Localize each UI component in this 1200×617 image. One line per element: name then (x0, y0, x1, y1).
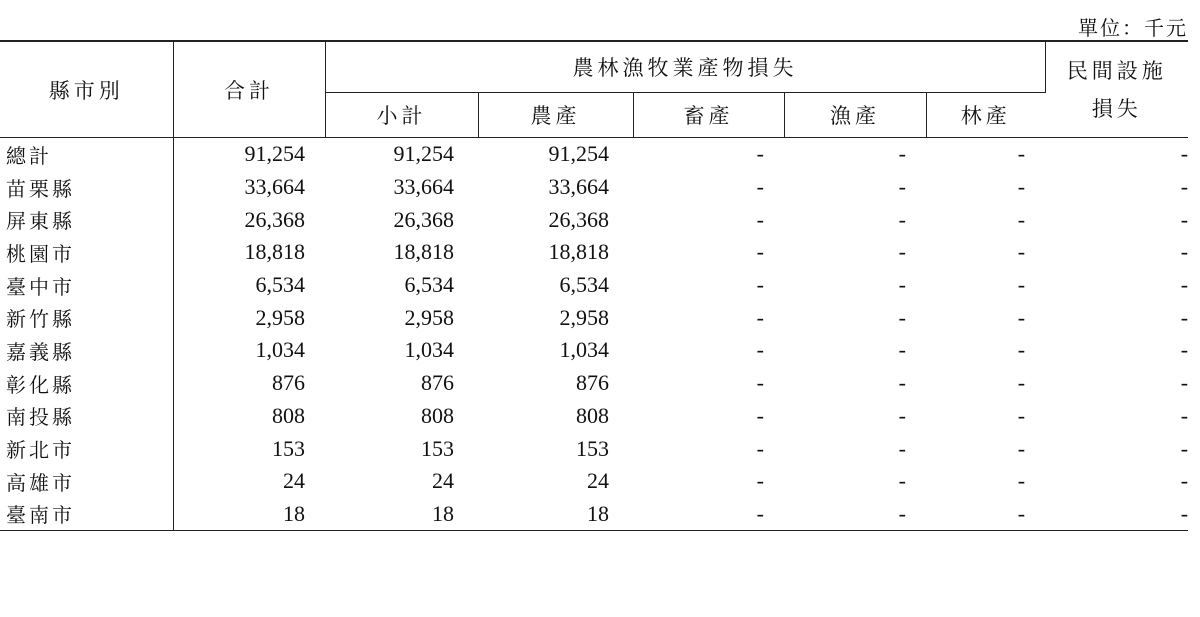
cell-private-loss: - (1180, 206, 1189, 232)
cell-total: 6,534 (255, 272, 305, 298)
cell-total: 24 (283, 468, 305, 494)
cell-fishery: - (898, 337, 906, 363)
table-row (0, 400, 1188, 433)
cell-forestry: - (1017, 337, 1026, 363)
cell-subtotal: 91,254 (393, 141, 454, 167)
cell-private-loss: - (1180, 435, 1189, 461)
cell-crops: 808 (576, 402, 609, 428)
cell-subtotal: 33,664 (393, 174, 454, 200)
header-total: 合計 (173, 41, 325, 138)
cell-livestock: - (756, 206, 764, 232)
header-private-loss (1045, 41, 1188, 138)
table-row (0, 138, 1188, 171)
table-row (0, 171, 1188, 204)
cell-county: 南投縣 (0, 400, 173, 433)
cell-forestry: - (1017, 174, 1026, 200)
table-row (0, 432, 1188, 465)
cell-crops: 91,254 (548, 141, 609, 167)
header-private-line1: 民間設施 (1066, 58, 1167, 83)
cell-crops: 6,534 (559, 272, 609, 298)
cell-county: 臺中市 (0, 269, 173, 302)
cell-fishery: - (784, 498, 926, 531)
cell-crops: 153 (576, 435, 609, 461)
cell-private-loss: - (1180, 402, 1189, 428)
cell-crops: 1,034 (559, 337, 609, 363)
cell-crops: 18 (478, 498, 633, 531)
cell-livestock: - (756, 304, 764, 330)
cell-subtotal: 18,818 (393, 239, 454, 265)
cell-fishery: - (898, 370, 906, 396)
cell-total: 1,034 (255, 337, 305, 363)
loss-table (0, 40, 1188, 531)
cell-forestry: - (1017, 239, 1026, 265)
cell-county: 嘉義縣 (0, 334, 173, 367)
cell-county: 屏東縣 (0, 203, 173, 236)
cell-crops: 33,664 (548, 174, 609, 200)
cell-total: 876 (272, 370, 305, 396)
cell-forestry: - (1017, 435, 1026, 461)
cell-forestry: - (1017, 468, 1026, 494)
cell-subtotal: 24 (432, 468, 454, 494)
header-forestry: 林產 (926, 93, 1045, 138)
cell-subtotal: 808 (421, 402, 454, 428)
cell-livestock: - (756, 141, 764, 167)
cell-private-loss: - (1180, 272, 1189, 298)
cell-crops: 26,368 (548, 206, 609, 232)
table-row (0, 498, 1188, 531)
cell-county: 桃園市 (0, 236, 173, 269)
cell-fishery: - (898, 141, 906, 167)
cell-fishery: - (898, 272, 906, 298)
cell-county: 苗栗縣 (0, 171, 173, 204)
cell-county: 彰化縣 (0, 367, 173, 400)
cell-private-loss: - (1180, 174, 1189, 200)
cell-forestry: - (926, 498, 1045, 531)
cell-fishery: - (898, 174, 906, 200)
cell-subtotal: 1,034 (404, 337, 454, 363)
cell-fishery: - (898, 402, 906, 428)
cell-subtotal: 26,368 (393, 206, 454, 232)
cell-livestock: - (756, 174, 764, 200)
cell-fishery: - (898, 304, 906, 330)
header-fishery: 漁產 (784, 93, 926, 138)
cell-forestry: - (1017, 206, 1026, 232)
table-row (0, 465, 1188, 498)
cell-subtotal: 2,958 (404, 304, 454, 330)
cell-forestry: - (1017, 402, 1026, 428)
cell-private-loss: - (1180, 304, 1189, 330)
cell-county: 高雄市 (0, 465, 173, 498)
cell-livestock: - (756, 402, 764, 428)
cell-county: 新北市 (0, 432, 173, 465)
cell-total: 26,368 (244, 206, 305, 232)
header-subtotal: 小計 (325, 93, 478, 138)
table-row (0, 236, 1188, 269)
table-body (0, 138, 1188, 531)
header-private-line2: 損失 (1091, 96, 1142, 121)
header-county: 縣市別 (0, 41, 173, 138)
cell-private-loss: - (1180, 337, 1189, 363)
cell-total: 153 (272, 435, 305, 461)
cell-livestock: - (756, 272, 764, 298)
cell-fishery: - (898, 468, 906, 494)
cell-forestry: - (1017, 141, 1026, 167)
table-row (0, 301, 1188, 334)
cell-private-loss: - (1045, 498, 1188, 531)
table-row (0, 367, 1188, 400)
cell-livestock: - (756, 337, 764, 363)
cell-crops: 24 (587, 468, 609, 494)
header-livestock: 畜產 (633, 93, 784, 138)
cell-livestock: - (756, 435, 764, 461)
header-crops: 農產 (478, 93, 633, 138)
cell-crops: 876 (576, 370, 609, 396)
cell-fishery: - (898, 435, 906, 461)
cell-crops: 2,958 (559, 304, 609, 330)
cell-subtotal: 876 (421, 370, 454, 396)
cell-total: 2,958 (255, 304, 305, 330)
cell-total: 91,254 (244, 141, 305, 167)
table-row (0, 269, 1188, 302)
cell-private-loss: - (1180, 141, 1189, 167)
header-agri-group: 農林漁牧業產物損失 (325, 41, 1045, 93)
cell-forestry: - (1017, 272, 1026, 298)
table-row (0, 203, 1188, 236)
cell-livestock: - (756, 468, 764, 494)
cell-private-loss: - (1180, 370, 1189, 396)
cell-forestry: - (1017, 370, 1026, 396)
unit-label: 單位：千元 (1078, 16, 1188, 40)
cell-county: 臺南市 (0, 498, 173, 531)
cell-crops: 18,818 (548, 239, 609, 265)
cell-total: 33,664 (244, 174, 305, 200)
table-row (0, 334, 1188, 367)
cell-total: 18 (173, 498, 325, 531)
cell-livestock: - (633, 498, 784, 531)
cell-subtotal: 153 (421, 435, 454, 461)
cell-fishery: - (898, 239, 906, 265)
cell-fishery: - (898, 206, 906, 232)
cell-subtotal: 18 (325, 498, 478, 531)
cell-livestock: - (756, 239, 764, 265)
cell-subtotal: 6,534 (404, 272, 454, 298)
cell-total: 18,818 (244, 239, 305, 265)
cell-total: 808 (272, 402, 305, 428)
cell-private-loss: - (1180, 468, 1189, 494)
cell-county: 新竹縣 (0, 301, 173, 334)
table-header (0, 41, 1188, 138)
cell-private-loss: - (1180, 239, 1189, 265)
cell-county: 總計 (0, 138, 173, 171)
cell-forestry: - (1017, 304, 1026, 330)
cell-livestock: - (756, 370, 764, 396)
